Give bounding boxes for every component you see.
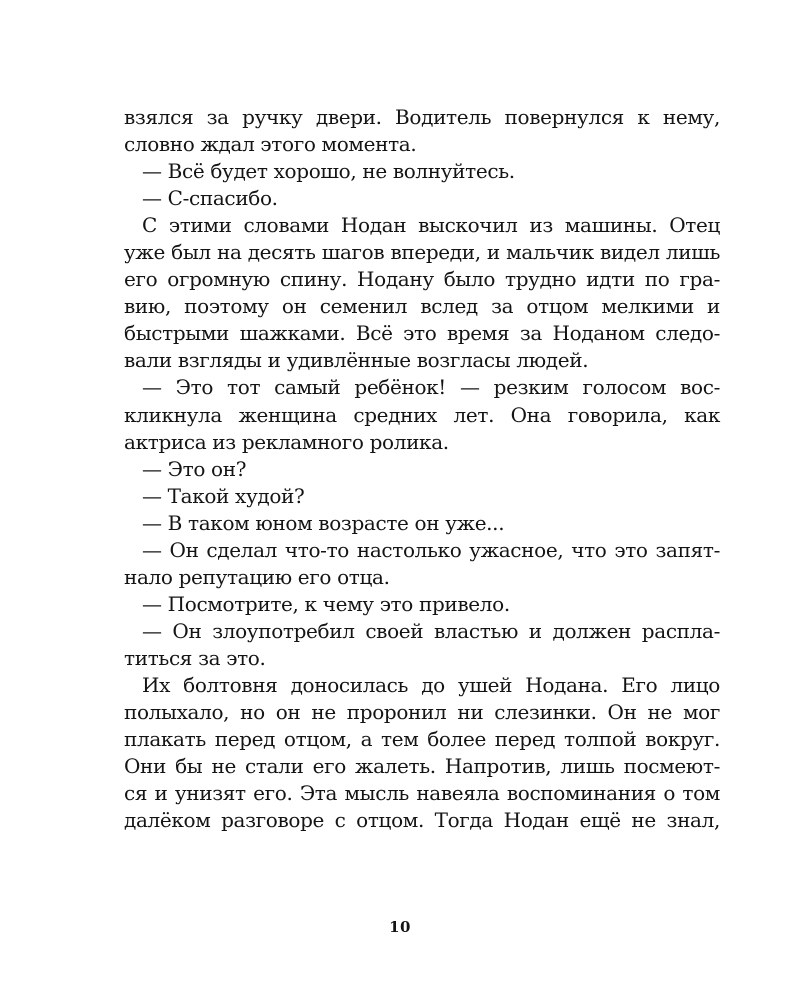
- dialogue-line: — В таком юном возрасте он уже...: [142, 510, 505, 535]
- paragraph-start-line: Их болтовня доносилась до ушей Нодана. Его лицо: [142, 672, 720, 697]
- dialogue-line: — Это он?: [142, 456, 247, 481]
- text-line: вали взгляды и удивлённые возгласы людей.: [124, 348, 589, 373]
- text-line: Они бы не стали его жалеть. Напротив, лишь посмеют-: [124, 754, 720, 779]
- text-line: полыхало, но он не проронил ни слезинки. Он не мог: [124, 700, 720, 725]
- text-line: быстрыми шажками. Всё это время за Ноданом следо-: [124, 321, 720, 346]
- text-line: кликнула женщина средних лет. Она говорила, как: [124, 402, 720, 427]
- text-line: ся и унизят его. Эта мысль навеяла воспоминания о том: [124, 781, 720, 806]
- text-line: взялся за ручку двери. Водитель повернулся к нему,: [124, 105, 720, 129]
- text-line: нало репутацию его отца.: [124, 564, 390, 589]
- dialogue-line: — С-спасибо.: [142, 186, 278, 211]
- dialogue-line: — Всё будет хорошо, не волнуйтесь.: [142, 159, 515, 184]
- page-number: 10: [389, 918, 411, 936]
- text-line: вию, поэтому он семенил вслед за отцом мелкими и: [124, 294, 720, 319]
- text-line: словно ждал этого момента.: [124, 132, 417, 157]
- body-text: [124, 104, 720, 834]
- text-line: его огромную спину. Нодану было трудно идти по гра-: [124, 267, 720, 292]
- text-line: плакать перед отцом, а тем более перед толпой вокруг.: [124, 727, 720, 752]
- dialogue-line: — Такой худой?: [142, 483, 305, 508]
- text-line: актриса из рекламного ролика.: [124, 429, 449, 454]
- text-line: уже был на десять шагов впереди, и мальчик видел лишь: [124, 240, 720, 265]
- dialogue-line: — Он злоупотребил своей властью и должен распла-: [142, 618, 720, 643]
- dialogue-line: — Это тот самый ребёнок! — резким голосом вос-: [142, 375, 720, 400]
- text-line: далёком разговоре с отцом. Тогда Нодан ещё не знал,: [124, 808, 720, 833]
- text-line: титься за это.: [124, 645, 266, 670]
- paragraph-start-line: С этими словами Нодан выскочил из машины. Отец: [142, 213, 720, 238]
- dialogue-line: — Посмотрите, к чему это привело.: [142, 591, 510, 616]
- dialogue-line: — Он сделал что-то настолько ужасное, что это запят-: [142, 537, 720, 562]
